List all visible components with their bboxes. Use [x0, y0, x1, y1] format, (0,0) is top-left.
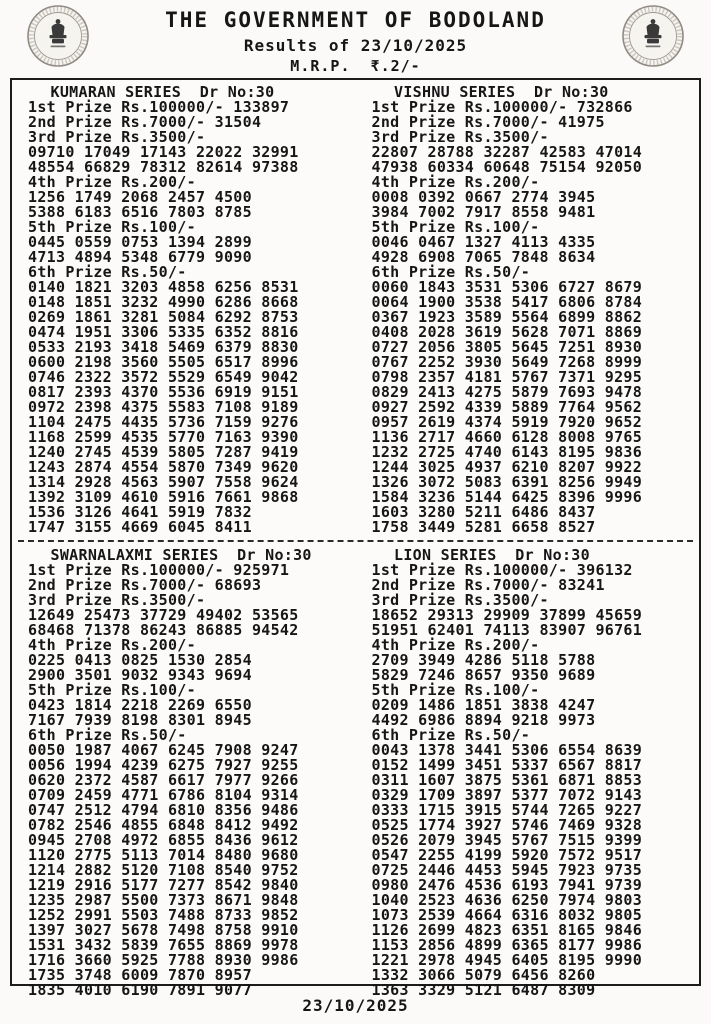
winning-numbers-row: 0148 1851 3232 4990 6286 8668 [28, 293, 299, 311]
prize-label: 6th Prize Rs.50/- [28, 726, 187, 744]
winning-numbers-row: 0620 2372 4587 6617 7977 9266 [28, 771, 299, 789]
winning-numbers-row: 0008 0392 0667 2774 3945 [371, 188, 596, 206]
winning-numbers-row: 18652 29313 29909 37899 45659 [371, 606, 643, 624]
winning-numbers-row: 0798 2357 4181 5767 7371 9295 [371, 368, 643, 386]
winning-numbers-row: 0782 2546 4855 6848 8412 9492 [28, 816, 299, 834]
winning-numbers-row: 0747 2512 4794 6810 8356 9486 [28, 801, 299, 819]
winning-numbers-row: 1314 2928 4563 5907 7558 9624 [28, 473, 299, 491]
winning-numbers-row: 0972 2398 4375 5583 7108 9189 [28, 398, 299, 416]
prize-label: 5th Prize Rs.100/- [28, 218, 196, 236]
winning-numbers-row: 0709 2459 4771 6786 8104 9314 [28, 786, 299, 804]
winning-numbers-row: 12649 25473 37729 49402 53565 [28, 606, 299, 624]
winning-numbers-row: 22807 28788 32287 42583 47014 [371, 143, 643, 161]
winning-numbers-row: 0945 2708 4972 6855 8436 9612 [28, 831, 299, 849]
winning-numbers-row: 1136 2717 4660 6128 8008 9765 [371, 428, 643, 446]
winning-numbers-row: 0209 1486 1851 3838 4247 [371, 696, 596, 714]
winning-numbers-row: 0533 2193 3418 5469 6379 8830 [28, 338, 299, 356]
prize-label: 1st Prize Rs.100000/- 396132 [371, 561, 633, 579]
page-title: THE GOVERNMENT OF BODOLAND [165, 8, 546, 32]
prize-label: 1st Prize Rs.100000/- 925971 [28, 561, 290, 579]
winning-numbers-row: 0817 2393 4370 5536 6919 9151 [28, 383, 299, 401]
series-heading: VISHNU SERIES Dr No:30 [394, 83, 609, 101]
winning-numbers-row: 1758 3449 5281 6658 8527 [371, 518, 596, 536]
bodoland-council-seal-left-icon [26, 4, 90, 68]
winning-numbers-row: 0600 2198 3560 5505 6517 8996 [28, 353, 299, 371]
winning-numbers-row: 0329 1709 3897 5377 7072 9143 [371, 786, 643, 804]
winning-numbers-row: 3984 7002 7917 8558 9481 [371, 203, 596, 221]
prize-label: 4th Prize Rs.200/- [371, 173, 540, 191]
winning-numbers-row: 1332 3066 5079 6456 8260 [371, 966, 596, 984]
results-date-line: Results of 23/10/2025 [243, 36, 468, 55]
prize-label: 1st Prize Rs.100000/- 732866 [371, 98, 633, 116]
winning-numbers-row: 0333 1715 3915 5744 7265 9227 [371, 801, 643, 819]
winning-numbers-row: 09710 17049 17143 22022 32991 [28, 143, 299, 161]
winning-numbers-row: 0474 1951 3306 5335 6352 8816 [28, 323, 299, 341]
series-section-swarnalaxmi [16, 548, 352, 998]
prize-label: 3rd Prize Rs.3500/- [28, 128, 206, 146]
winning-numbers-row: 0046 0467 1327 4113 4335 [371, 233, 596, 251]
winning-numbers-row: 0927 2592 4339 5889 7764 9562 [371, 398, 643, 416]
winning-numbers-row: 1168 2599 4535 5770 7163 9390 [28, 428, 299, 446]
prize-label: 4th Prize Rs.200/- [371, 636, 540, 654]
winning-numbers-row: 0957 2619 4374 5919 7920 9652 [371, 413, 643, 431]
winning-numbers-row: 0056 1994 4239 6275 7927 9255 [28, 756, 299, 774]
prize-label: 2nd Prize Rs.7000/- 68693 [28, 576, 262, 594]
winning-numbers-row: 1120 2775 5113 7014 8480 9680 [28, 846, 299, 864]
winning-numbers-row: 0311 1607 3875 5361 6871 8853 [371, 771, 643, 789]
winning-numbers-row: 0980 2476 4536 6193 7941 9739 [371, 876, 643, 894]
winning-numbers-row: 0152 1499 3451 5337 6567 8817 [371, 756, 643, 774]
winning-numbers-row: 7167 7939 8198 8301 8945 [28, 711, 252, 729]
winning-numbers-row: 1603 3280 5211 6486 8437 [371, 503, 596, 521]
winning-numbers-row: 0727 2056 3805 5645 7251 8930 [371, 338, 643, 356]
winning-numbers-row: 1219 2916 5177 7277 8542 9840 [28, 876, 299, 894]
winning-numbers-row: 1073 2539 4664 6316 8032 9805 [371, 906, 643, 924]
winning-numbers-row: 0050 1987 4067 6245 7908 9247 [28, 741, 299, 759]
winning-numbers-row: 1392 3109 4610 5916 7661 9868 [28, 488, 299, 506]
series-heading: KUMARAN SERIES Dr No:30 [50, 83, 275, 101]
winning-numbers-row: 51951 62401 74113 83907 96761 [371, 621, 643, 639]
dashed-separator [18, 540, 693, 542]
winning-numbers-row: 1232 2725 4740 6143 8195 9836 [371, 443, 643, 461]
winning-numbers-row: 4928 6908 7065 7848 8634 [371, 248, 596, 266]
prize-label: 5th Prize Rs.100/- [28, 681, 196, 699]
prize-label: 3rd Prize Rs.3500/- [371, 128, 549, 146]
winning-numbers-row: 0408 2028 3619 5628 7071 8869 [371, 323, 643, 341]
prize-label: 5th Prize Rs.100/- [371, 681, 540, 699]
winning-numbers-row: 0746 2322 3572 5529 6549 9042 [28, 368, 299, 386]
winning-numbers-row: 1214 2882 5120 7108 8540 9752 [28, 861, 299, 879]
winning-numbers-row: 0225 0413 0825 1530 2854 [28, 651, 252, 669]
winning-numbers-row: 0423 1814 2218 2269 6550 [28, 696, 252, 714]
winning-numbers-row: 0526 2079 3945 5767 7515 9399 [371, 831, 643, 849]
bodoland-council-seal-right-icon [621, 4, 685, 68]
prize-label: 4th Prize Rs.200/- [28, 173, 196, 191]
prize-label: 5th Prize Rs.100/- [371, 218, 540, 236]
prize-label: 3rd Prize Rs.3500/- [28, 591, 206, 609]
winning-numbers-row: 0043 1378 3441 5306 6554 8639 [371, 741, 643, 759]
winning-numbers-row: 0064 1900 3538 5417 6806 8784 [371, 293, 643, 311]
winning-numbers-row: 1363 3329 5121 6487 8309 [371, 981, 596, 999]
winning-numbers-row: 1040 2523 4636 6250 7974 9803 [371, 891, 643, 909]
winning-numbers-row: 0829 2413 4275 5879 7693 9478 [371, 383, 643, 401]
winning-numbers-row: 1835 4010 6190 7891 9077 [28, 981, 252, 999]
winning-numbers-row: 1126 2699 4823 6351 8165 9846 [371, 921, 643, 939]
winning-numbers-row: 1244 3025 4937 6210 8207 9922 [371, 458, 643, 476]
winning-numbers-row: 1256 1749 2068 2457 4500 [28, 188, 252, 206]
winning-numbers-row: 1235 2987 5500 7373 8671 9848 [28, 891, 299, 909]
page-header [0, 0, 711, 78]
winning-numbers-row: 1240 2745 4539 5805 7287 9419 [28, 443, 299, 461]
winning-numbers-row: 1326 3072 5083 6391 8256 9949 [371, 473, 643, 491]
prize-label: 2nd Prize Rs.7000/- 83241 [371, 576, 605, 594]
prize-label: 4th Prize Rs.200/- [28, 636, 196, 654]
winning-numbers-row: 1747 3155 4669 6045 8411 [28, 518, 252, 536]
series-section-vishnu [360, 85, 696, 535]
winning-numbers-row: 4492 6986 8894 9218 9973 [371, 711, 596, 729]
winning-numbers-row: 0547 2255 4199 5920 7572 9517 [371, 846, 643, 864]
series-section-lion [360, 548, 696, 998]
winning-numbers-row: 1153 2856 4899 6365 8177 9986 [371, 936, 643, 954]
winning-numbers-row: 47938 60334 60648 75154 92050 [371, 158, 643, 176]
prize-label: 3rd Prize Rs.3500/- [371, 591, 549, 609]
winning-numbers-row: 4713 4894 5348 6779 9090 [28, 248, 252, 266]
winning-numbers-row: 1104 2475 4435 5736 7159 9276 [28, 413, 299, 431]
series-heading: LION SERIES Dr No:30 [394, 546, 590, 564]
winning-numbers-row: 0445 0559 0753 1394 2899 [28, 233, 252, 251]
mrp-line: M.R.P. ₹.2/- [290, 57, 421, 75]
series-grid [16, 85, 695, 998]
winning-numbers-row: 1531 3432 5839 7655 8869 9978 [28, 936, 299, 954]
series-heading: SWARNALAXMI SERIES Dr No:30 [50, 546, 312, 564]
winning-numbers-row: 5829 7246 8657 9350 9689 [371, 666, 596, 684]
winning-numbers-row: 2900 3501 9032 9343 9694 [28, 666, 252, 684]
winning-numbers-row: 0767 2252 3930 5649 7268 8999 [371, 353, 643, 371]
series-section-kumaran [16, 85, 352, 535]
winning-numbers-row: 2709 3949 4286 5118 5788 [371, 651, 596, 669]
prize-label: 6th Prize Rs.50/- [28, 263, 187, 281]
prize-label: 2nd Prize Rs.7000/- 31504 [28, 113, 262, 131]
prize-label: 6th Prize Rs.50/- [371, 726, 531, 744]
winning-numbers-row: 1584 3236 5144 6425 8396 9996 [371, 488, 643, 506]
winning-numbers-row: 0269 1861 3281 5084 6292 8753 [28, 308, 299, 326]
winning-numbers-row: 1536 3126 4641 5919 7832 [28, 503, 252, 521]
winning-numbers-row: 1252 2991 5503 7488 8733 9852 [28, 906, 299, 924]
footer-date: 23/10/2025 [302, 996, 409, 1015]
winning-numbers-row: 1716 3660 5925 7788 8930 9986 [28, 951, 299, 969]
winning-numbers-row: 0060 1843 3531 5306 6727 8679 [371, 278, 643, 296]
winning-numbers-row: 0525 1774 3927 5746 7469 9328 [371, 816, 643, 834]
winning-numbers-row: 0725 2446 4453 5945 7923 9735 [371, 861, 643, 879]
winning-numbers-row: 68468 71378 86243 86885 94542 [28, 621, 299, 639]
winning-numbers-row: 1243 2874 4554 5870 7349 9620 [28, 458, 299, 476]
results-box [10, 78, 701, 999]
winning-numbers-row: 0140 1821 3203 4858 6256 8531 [28, 278, 299, 296]
winning-numbers-row: 0367 1923 3589 5564 6899 8862 [371, 308, 643, 326]
winning-numbers-row: 1735 3748 6009 7870 8957 [28, 966, 252, 984]
prize-label: 6th Prize Rs.50/- [371, 263, 531, 281]
winning-numbers-row: 5388 6183 6516 7803 8785 [28, 203, 252, 221]
prize-label: 2nd Prize Rs.7000/- 41975 [371, 113, 605, 131]
winning-numbers-row: 1397 3027 5678 7498 8758 9910 [28, 921, 299, 939]
winning-numbers-row: 1221 2978 4945 6405 8195 9990 [371, 951, 643, 969]
winning-numbers-row: 48554 66829 78312 82614 97388 [28, 158, 299, 176]
prize-label: 1st Prize Rs.100000/- 133897 [28, 98, 290, 116]
header-text-block [0, 0, 711, 75]
